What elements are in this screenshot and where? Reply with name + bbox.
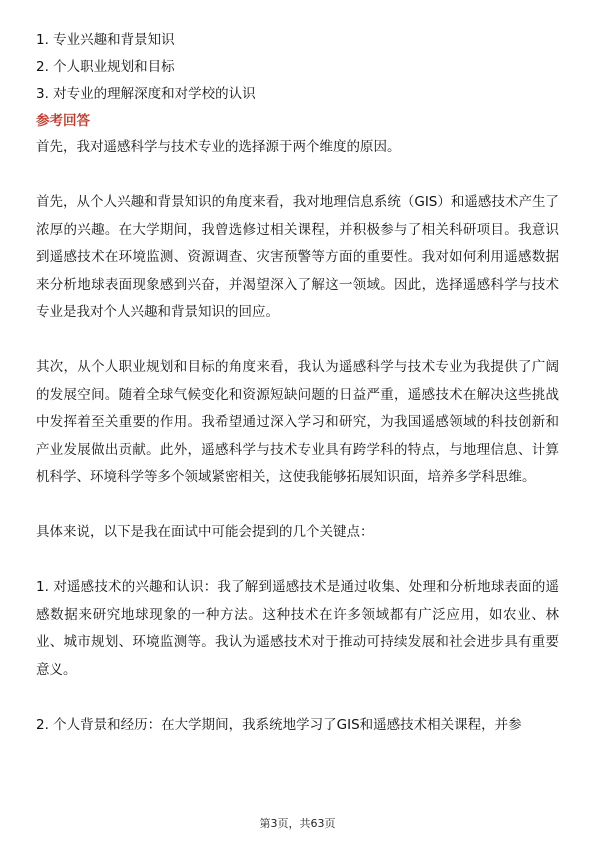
paragraph-point-1: 1. 对遥感技术的兴趣和认识：我了解到遥感技术是通过收集、处理和分析地球表面的遥感数据来研究地球现象的一种方法。这种技术在许多领域都有广泛应用，如农业、林业、城市规划、环境监测等。我认为遥感技术对于推动可持续发展和社会进步具有重要意义。 [36,579,559,678]
paragraph-intro: 首先，我对遥感科学与技术专业的选择源于两个维度的原因。 [36,139,401,155]
paragraph-career: 其次，从个人职业规划和目标的角度来看，我认为遥感科学与技术专业为我提供了广阔的发展空间。随着全球气候变化和资源短缺问题的日益严重，遥感技术在解决这些挑战中发挥着至关重要的作用。我希望通过深入学习和研究，为我国遥感领域的科技创新和产业发展做出贡献。此外，遥感科学与技术专业具有跨学科的特点，与地理信息、计算机科学、环境科学等多个领域紧密相关，这使我能够拓展知识面，培养多学科思维。 [36,359,559,485]
page-content [36,30,559,767]
page-number-footer: 第3页，共63页 [259,817,336,830]
question-point-1: 1. 专业兴趣和背景知识 [36,32,175,48]
paragraph-key-points: 具体来说，以下是我在面试中可能会提到的几个关键点： [36,524,374,540]
paragraph-point-2: 2. 个人背景和经历：在大学期间，我系统地学习了GIS和遥感技术相关课程，并参 [36,716,522,733]
question-point-2: 2. 个人职业规划和目标 [36,59,175,75]
question-point-3: 3. 对专业的理解深度和对学校的认识 [36,86,256,102]
reference-answer-heading: 参考回答 [36,113,90,129]
paragraph-interest: 首先，从个人兴趣和背景知识的角度来看，我对地理信息系统（GIS）和遥感技术产生了浓厚的兴趣。在大学期间，我曾选修过相关课程，并积极参与了相关科研项目。我意识到遥感技术在环境监测、资源调查、灾害预警等方面的重要性。我对如何利用遥感数据来分析地球表面现象感到兴奋，并渴望深入了解这一领域。因此，选择遥感科学与技术专业是我对个人兴趣和背景知识的回应。 [36,194,559,320]
